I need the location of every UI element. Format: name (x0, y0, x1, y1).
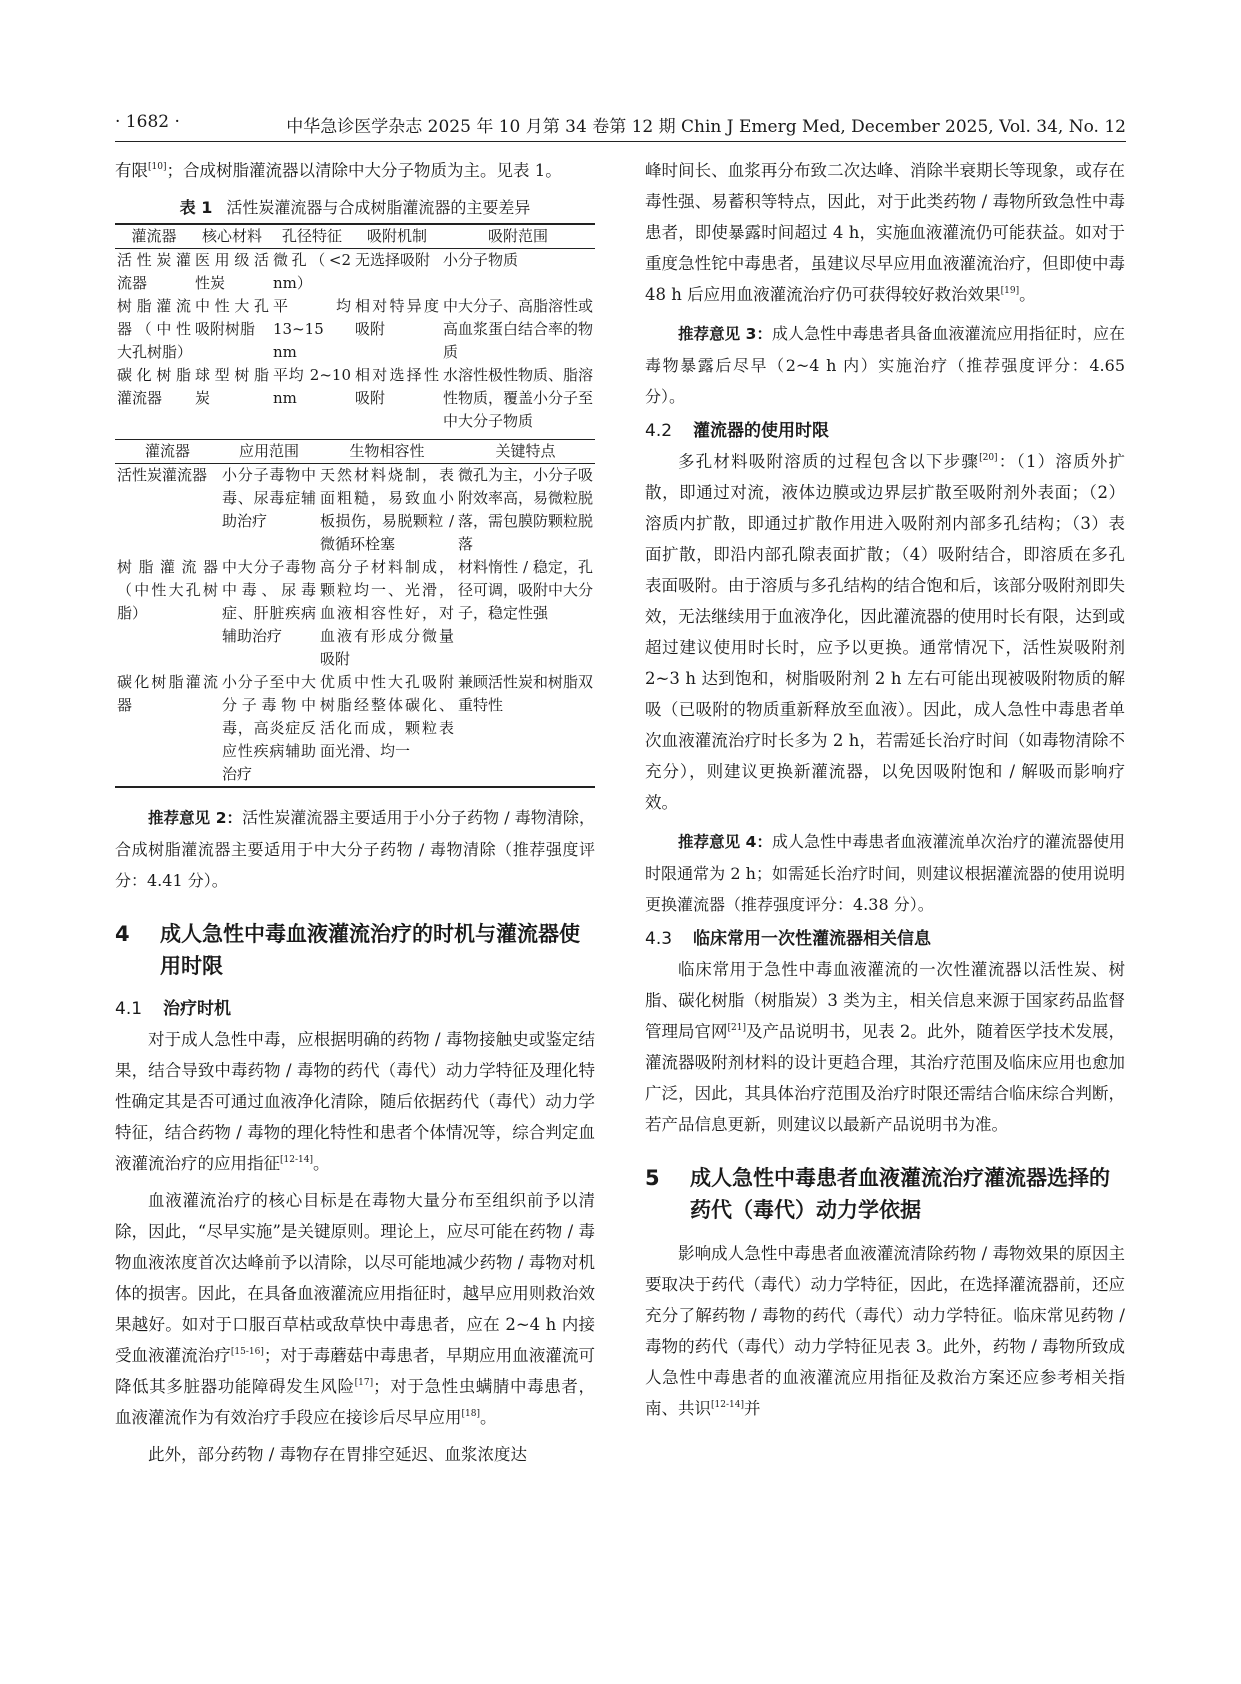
section-4-3-heading: 4.3 临床常用一次性灌流器相关信息 (645, 929, 931, 949)
citation: [18] (461, 1409, 480, 1419)
citation: [19] (1000, 286, 1020, 296)
table-row: 活性炭灌流器 小分子毒物中毒、尿毒症辅助治疗 天然材料烧制，表面粗糙，易致血小板损伤，易脱颗粒 / 微循环栓塞 微孔为主，小分子吸附效率高，易微粒脱落，需包膜防颗粒脱落 (117, 466, 594, 553)
table-row: 碳化树脂灌流器 球型树脂炭 平均 2~10 nm 相对选择性吸附 水溶性极性物质、脂溶性物质，覆盖小分子至中大分子物质 (117, 366, 594, 430)
section-4-2-heading: 4.2 灌流器的使用时限 (645, 421, 829, 441)
column-header: 孔径特征 (271, 224, 353, 249)
table1-title: 活性炭灌流器与合成树脂灌流器的主要差异 (226, 198, 531, 217)
table1-number: 表 1 (179, 198, 213, 217)
section-5-heading: 5 成人急性中毒患者血液灌流治疗灌流器选择的药代（毒代）动力学依据 (645, 1166, 1110, 1222)
intro-paragraph: 有限[10]；合成树脂灌流器以清除中大分子物质为主。见表 1。 (115, 161, 562, 180)
recommendation-label: 推荐意见 2： (148, 809, 243, 827)
table-row: 树脂灌流器（中性大孔树脂） 中大分子毒物中毒、尿毒症、肝脏疾病辅助治疗 高分子材料制成，颗粒均一、光滑，血液相容性好，对血液有形成分微量吸附 材料惰性 / 稳定，孔径可调，吸附中大分子，稳定性强 (117, 558, 594, 668)
paragraph-4-1-a: 对于成人急性中毒，应根据明确的药物 / 毒物接触史或鉴定结果，结合导致中毒药物 / 毒物的药代（毒代）动力学特征及理化特性确定其是否可通过血液净化清除，随后依据药代（毒代）动力学特征，结合药物 / 毒物的理化特性和患者个体情况等，综合判定血液灌流治疗的应用指征[12-14]。 (115, 1030, 595, 1173)
citation: [17] (354, 1378, 374, 1388)
paragraph-4-2: 多孔材料吸附溶质的过程包含以下步骤[20]：（1）溶质外扩散，即通过对流，液体边膜或边界层扩散至吸附剂外表面；（2）溶质内扩散，即通过扩散作用进入吸附剂内部多孔结构；（3）表面扩散，即沿内部孔隙表面扩散；（4）吸附结合，即溶质在多孔表面吸附。由于溶质与多孔结构的结合饱和后，该部分吸附剂即失效，无法继续用于血液净化，因此灌流器的使用时长有限，达到或超过建议使用时长时，应予以更换。通常情况下，活性炭吸附剂 2~3 h 达到饱和，树脂吸附剂 2 h 左右可能出现被吸附物质的解吸（已吸附的物质重新释放至血液）。因此，成人急性中毒患者单次血液灌流治疗时长多为 2 h，若需延长治疗时间（如毒物清除不充分），则建议更换新灌流器，以免因吸附饱和 / 解吸而影响疗效。 (645, 452, 1126, 812)
recommendation-2: 推荐意见 2：活性炭灌流器主要适用于小分子药物 / 毒物清除，合成树脂灌流器主要适用于中大分子药物 / 毒物清除（推荐强度评分：4.41 分）。 (115, 808, 595, 890)
column-header: 关键特点 (456, 440, 595, 464)
column-header: 应用范围 (220, 440, 318, 464)
column-header: 吸附范围 (441, 224, 595, 249)
paragraph-4-1-b: 血液灌流治疗的核心目标是在毒物大量分布至组织前予以清除，因此，“尽早实施”是关键原则。理论上，应尽可能在药物 / 毒物血液浓度首次达峰前予以清除，以尽可能地减少药物 / 毒物对机体的损害。因此，在具备血液灌流应用指征时，越早应用则救治效果越好。如对于口服百草枯或敌草快中毒患者，应在 2~4 h 内接受血液灌流治疗[15-16]；对于毒蘑菇中毒患者，早期应用血液灌流可降低其多脏器功能障碍发生风险[17]；对于急性虫螨腈中毒患者，血液灌流作为有效治疗手段应在接诊后尽早应用[18]。 (115, 1191, 596, 1427)
table1-part-b (115, 439, 595, 788)
citation: [20] (979, 453, 998, 463)
citation: [12-14] (711, 1400, 744, 1410)
recommendation-label: 推荐意见 3： (678, 325, 773, 343)
page-number: · 1682 · (115, 112, 180, 132)
section-4-heading: 4 成人急性中毒血液灌流治疗的时机与灌流器使用时限 (115, 922, 580, 978)
table-row: 碳化树脂灌流器 小分子至中大分子毒物中毒，高炎症反应性疾病辅助治疗 优质中性大孔吸附树脂经整体碳化、活化而成，颗粒表面光滑、均一 兼顾活性炭和树脂双重特性 (117, 673, 594, 783)
citation: [10] (148, 162, 167, 172)
table-row: 树脂灌流器（中性大孔树脂） 中性大孔吸附树脂 平均 13~15 nm 相对特异度吸附 中大分子、高脂溶性或高血浆蛋白结合率的物质 (117, 297, 594, 361)
recommendation-4: 推荐意见 4：成人急性中毒患者血液灌流单次治疗的灌流器使用时限通常为 2 h；如需延长治疗时间，则建议根据灌流器的使用说明更换灌流器（推荐强度评分：4.38 分）。 (645, 832, 1125, 914)
recommendation-3: 推荐意见 3：成人急性中毒患者具备血液灌流应用指征时，应在毒物暴露后尽早（2~4 h 内）实施治疗（推荐强度评分：4.65 分）。 (645, 324, 1125, 406)
citation: [21] (727, 1023, 747, 1033)
recommendation-label: 推荐意见 4： (678, 833, 773, 851)
citation: [15-16] (230, 1347, 264, 1357)
paragraph-4-3: 临床常用于急性中毒血液灌流的一次性灌流器以活性炭、树脂、碳化树脂（树脂炭）3 类为主，相关信息来源于国家药品监督管理局官网[21]及产品说明书，见表 2。此外，随着医学技术发展，灌流器吸附剂材料的设计更趋合理，其治疗范围及临床应用也愈加广泛，因此，其具体治疗范围及治疗时限还需结合临床综合判断，若产品信息更新，则建议以最新产品说明书为准。 (645, 960, 1125, 1134)
journal-citation: 中华急诊医学杂志 2025 年 10 月第 34 卷第 12 期 Chin J Emerg Med, December 2025, Vol. 34, No. 12 (286, 117, 1126, 137)
paragraph-4-1-c: 此外，部分药物 / 毒物存在胃排空延迟、血浆浓度达 (148, 1445, 528, 1464)
table1-caption (115, 195, 595, 218)
column-header: 吸附机制 (353, 224, 441, 249)
table-row: 活性炭灌流器 医用级活性炭 微孔（<2 nm） 无选择吸附 小分子物质 (117, 251, 519, 292)
right-column (645, 155, 1125, 1424)
left-column (115, 155, 595, 1470)
column-header: 灌流器 (115, 224, 193, 249)
column-header: 核心材料 (193, 224, 271, 249)
citation: [12-14] (280, 1155, 313, 1165)
paragraph-5: 影响成人急性中毒患者血液灌流清除药物 / 毒物效果的原因主要取决于药代（毒代）动力学特征，因此，在选择灌流器前，还应充分了解药物 / 毒物的药代（毒代）动力学特征。临床常见药物 / 毒物的药代（毒代）动力学特征见表 3。此外，药物 / 毒物所致成人急性中毒患者的血液灌流应用指征及救治方案还应参考相关指南、共识[12-14]并 (645, 1244, 1125, 1418)
page-header (115, 112, 1126, 142)
section-4-1-heading: 4.1 治疗时机 (115, 999, 231, 1019)
paragraph-continued: 峰时间长、血浆再分布致二次达峰、消除半衰期长等现象，或存在毒性强、易蓄积等特点，因此，对于此类药物 / 毒物所致急性中毒患者，即使暴露时间超过 4 h，实施血液灌流仍可能获益。如对于重度急性铊中毒患者，虽建议尽早应用血液灌流治疗，但即使中毒 48 h 后应用血液灌流治疗仍可获得较好救治效果[19]。 (645, 161, 1125, 304)
column-header: 生物相容性 (318, 440, 456, 464)
table1-part-a (115, 223, 595, 433)
column-header: 灌流器 (115, 440, 220, 464)
